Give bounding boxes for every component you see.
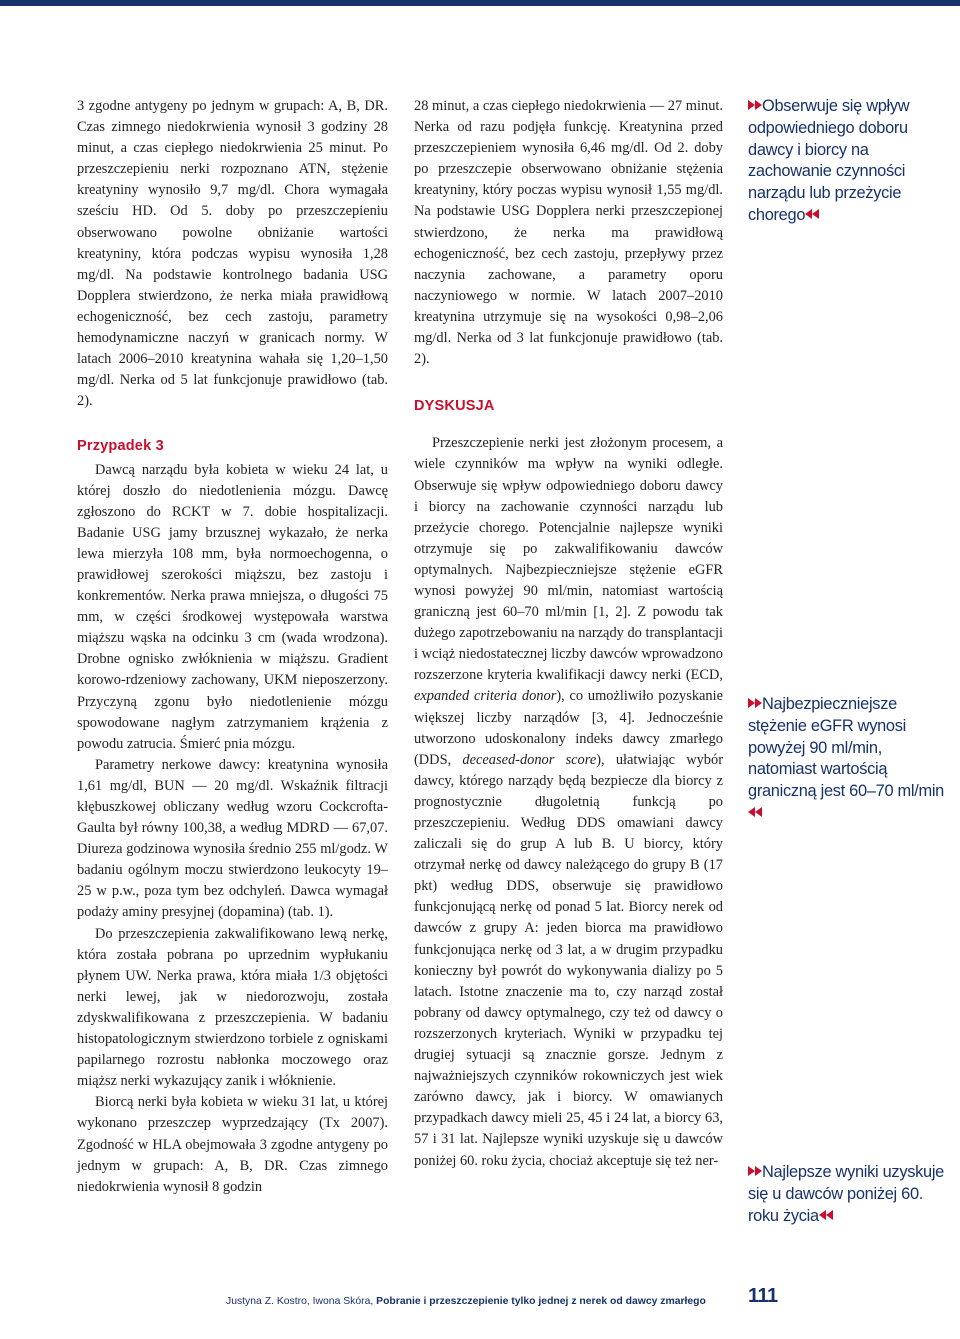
page-number: 111 — [748, 1285, 778, 1307]
arrow-right-icon — [748, 698, 755, 708]
italic-term-dds: deceased-donor score — [462, 751, 597, 768]
arrow-right-icon — [755, 100, 762, 110]
text-run: ), co umożliwiło pozyskanie większej liczby narządów [3, 4]. Jednocześnie utworzono udoskonalony indeks dawcy zmarłego (DDS, — [414, 688, 723, 768]
pullquote-2 — [748, 694, 948, 825]
arrow-right-icon — [755, 1166, 762, 1176]
paragraph-donor: Dawcą narządu była kobieta w wieku 24 lat, u której doszło do niedotlenienia mózgu. Dawcę zgłoszono do RCKT w 7. dobie hospitalizacji. Badanie USG jamy brzusznej wykazało, że nerka lewa mierzyła 108 mm, była normoechogenna, o prawidłowej szerokości miąższu, bez zastoju i konkrementów. Nerka prawa mniejsza, o długości 75 mm, w części środkowej występowała warstwa miąższu wąska na odcinku 3 cm (wada wrodzona). Drobne ognisko zwłóknienia w miąższu. Gradient korowo-rdzeniowy zachowany, UKM nieposzerzony. Przyczyną zgonu było niedotlenienie mózgu spowodowane nagłym zatrzymaniem krążenia z powodu zatrucia. Śmierć pnia mózgu. — [77, 461, 388, 752]
text-run: Przeszczepienie nerki jest złożonym procesem, a wiele czynników ma wpływ na wyniki odległe. Obserwuje się wpływ odpowiedniego doboru dawcy i biorcy na zachowanie czynności narządu lub przeżycie chorego. Potencjalnie najlepsze wyniki otrzymuje się po zakwalifikowaniu dawców optymalnych. Najbezpieczniejsze stężenie eGFR wynosi powyżej 90 ml/min, natomiast wartością graniczną jest 60–70 ml/min [1, 2]. Z powodu tak dużego zapotrzebowaniu na narządy do transplantacji i wciąż niedostatecznej liczby dawców wprowadzono rozszerzone kryteria kwalifikacji dawcy nerki (ECD, — [414, 435, 723, 684]
pullquote-text: Najbezpieczniejsze stężenie eGFR wynosi powyżej 90 ml/min, natomiast wartością graniczną jest 60–70 ml/min — [748, 695, 944, 801]
running-footer — [226, 1296, 706, 1307]
pullquote-3 — [748, 1162, 948, 1227]
arrow-right-icon — [748, 100, 755, 110]
top-color-bar — [0, 0, 960, 6]
paragraph-donor-params: Parametry nerkowe dawcy: kreatynina wynosiła 1,61 mg/dl, BUN — 20 mg/dl. Wskaźnik filtracji kłębuszkowej obliczany według wzoru Cockcrofta-Gaulta był równy 100,38, a według MDRD — 67,07. Diureza godzinowa wynosiła średnio 255 ml/godz. W badaniu ogólnym moczu stwierdzono leukocyty 19–25 w p.w., poza tym bez odchyleń. Dawca wymagał podaży aminy presyjnej (dopamina) (tab. 1). — [77, 756, 388, 921]
column-middle — [414, 96, 723, 1172]
paragraph-case2-end: 3 zgodne antygeny po jednym w grupach: A, B, DR. Czas zimnego niedokrwienia wynosił 3 godziny 28 minut, a czas ciepłego niedokrwienia 25 minut. Po przeszczepieniu nerki rozpoznano ATN, stężenie kreatyniny wynosiło 9,7 mg/dl. Chora wymagała sześciu HD. Od 5. doby po przeszczepieniu obserwowano powolne obniżanie wartości kreatyniny, która podczas wypisu wynosiła 1,28 mg/dl. Na podstawie kontrolnego badania USG Dopplera stwierdzono, że nerka miała prawidłową echogeniczność, bez cech zastoju, parametry hemodynamiczne naczyń w granicach normy. W latach 2006–2010 kreatynina wahała się 1,20–1,50 mg/dl. Nerka od 5 lat funkcjonuje prawidłowo (tab. 2). — [77, 98, 388, 410]
text-run: ), ułatwiając wybór dawcy, którego narządy będą bezpiecze dla biorcy z prognostycznie długoletnią funkcją po przeszczepieniu. Według DDS omawiani dawcy zaliczali się do grup A lub B. U biorcy, który otrzymał nerkę od dawcy należącego do grupy B (17 pkt) według DDS, obserwuje się prawidłowo funkcjonującą nerkę od ponad 5 lat. Biorcy nerek od dawców z grupy A: jeden biorca ma prawidłowo funkcjonująca nerkę od 3 lat, a w drugim przypadku konieczny był powrót do wykonywania dializy po 5 latach. Istotne znaczenie ma to, czy narząd został pobrany od dawcy optymalnego, czy też od dawcy o rozszerzonych kryteriach. Wyniki w przypadku tej drugiej sytuacji są znacznie gorsze. Jednym z najważniejszych czynników rokowniczych jest wiek zarówno dawcy, jak i biorcy. W omawianych przypadkach dawcy mieli 25, 45 i 24 lat, a biorcy 63, 57 i 31 lat. Najlepsze wyniki uzyskuje się u dawców poniżej 60. roku życia, chociaż akceptuje się też ner- — [414, 751, 723, 1169]
paragraph-recipient-cont: 28 minut, a czas ciepłego niedokrwienia — 27 minut. Nerka od razu podjęła funkcję. Kreatynina przed przeszczepieniem wynosiła 6,46 mg/dl. Od 2. doby po przeszczepie obserwowano obniżanie stężenia kreatyniny, który poczas wypisu wynosił 1,55 mg/dl. Na podstawie USG Dopplera nerki przeszczepionej stwierdzono, że nerka ma prawidłową echogeniczność, bez cech zastoju, przepływy przez naczynia zachowane, a parametry oporu naczyniowego w normie. W latach 2007–2010 kreatynina utrzymuje się na wysokości 0,98–2,06 mg/dl. Nerka od 3 lat funkcjonuje prawidłowo (tab. 2). — [414, 98, 723, 368]
arrow-right-icon — [755, 698, 762, 708]
arrow-left-icon — [748, 807, 755, 817]
pullquote-text: Najlepsze wyniki uzyskuje się u dawców poniżej 60. roku życia — [748, 1163, 944, 1225]
arrow-left-icon — [755, 807, 762, 817]
paragraph-kidney-qualification: Do przeszczepienia zakwalifikowano lewą nerkę, która została pobrana po uprzednim wypłukaniu płynem UW. Nerka prawa, która miała 1/3 objętości nerki lewej, jak w niedorozwoju, została zdyskwalifikowana z przeszczepienia. W badaniu histopatologicznym stwierdzono torbiele z ogniskami papilarnego rozrostu nabłonka moczowego oraz miąższ nerki wykazujący zanik i włóknienie. — [77, 925, 388, 1090]
paragraph-discussion — [414, 433, 723, 1171]
heading-discussion: DYSKUSJA — [414, 398, 495, 415]
arrow-right-icon — [748, 1166, 755, 1176]
arrow-left-icon — [805, 209, 812, 219]
column-left — [77, 96, 388, 1198]
arrow-left-icon — [826, 1210, 833, 1220]
footer-article-title: Pobranie i przeszczepienie tylko jednej z nerek od dawcy zmarłego — [376, 1296, 706, 1307]
arrow-left-icon — [819, 1210, 826, 1220]
footer-authors: Justyna Z. Kostro, Iwona Skóra, — [226, 1296, 377, 1307]
heading-case-3: Przypadek 3 — [77, 438, 164, 455]
pullquote-text: Obserwuje się wpływ odpowiedniego doboru dawcy i biorcy na zachowanie czynności narządu lub przeżycie chorego — [748, 97, 910, 224]
pullquote-1 — [748, 96, 948, 227]
paragraph-recipient: Biorcą nerki była kobieta w wieku 31 lat, u której wykonano przeszczep wyprzedzający (Tx 2007). Zgodność w HLA obejmowała 3 zgodne antygeny po jednym w grupach: A, B, DR. Czas zimnego niedokrwienia wynosił 8 godzin — [77, 1094, 388, 1195]
arrow-left-icon — [812, 209, 819, 219]
italic-term-ecd: expanded criteria donor — [414, 688, 557, 705]
